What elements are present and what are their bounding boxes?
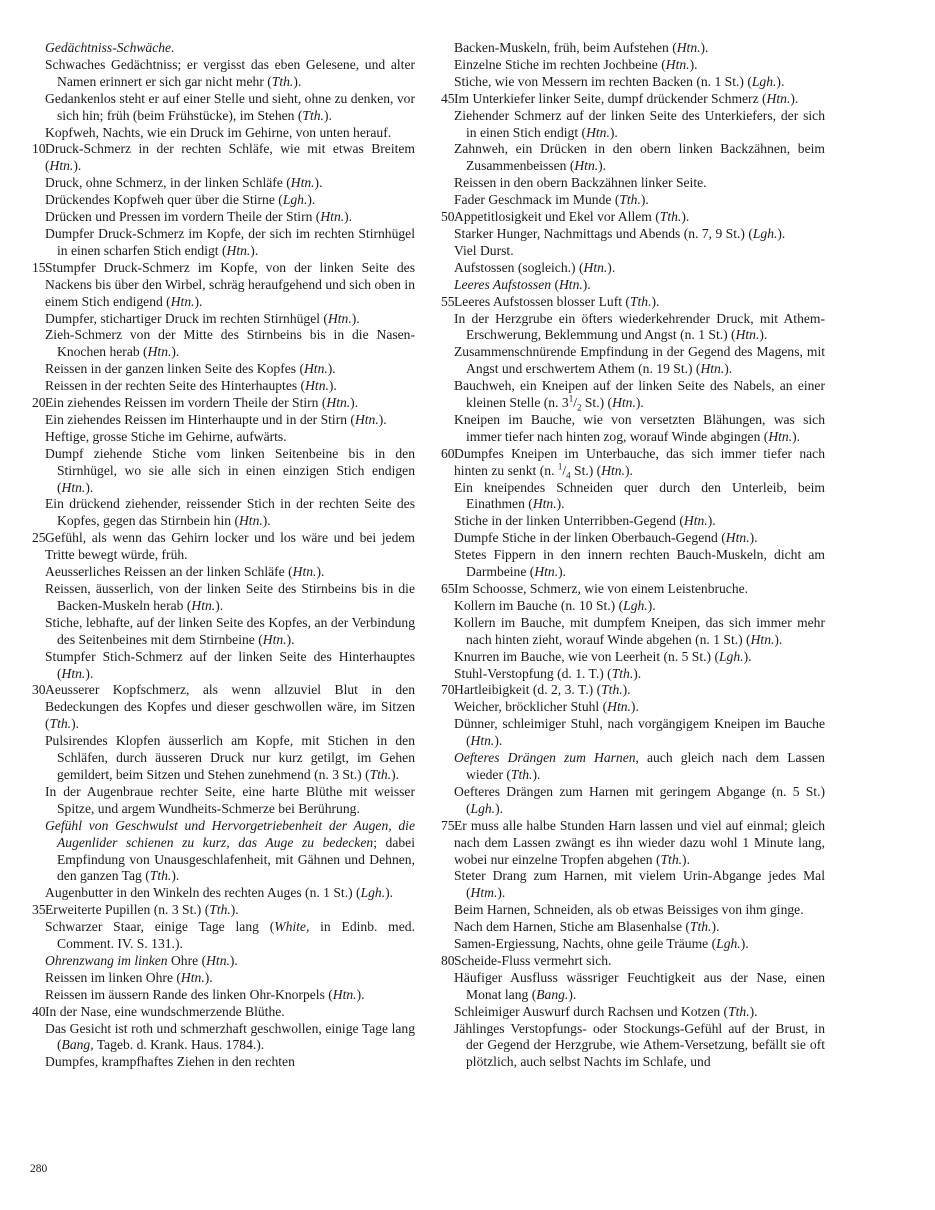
symptom-entry xyxy=(32,496,415,530)
entry-text: Bauchweh, ein Kneipen auf der linken Seite des Nabels, an einer kleinen Stelle (n. $3^1/_2$ St.) (Htn.). xyxy=(454,378,825,413)
symptom-entry xyxy=(32,446,415,497)
entry-text: Viel Durst. xyxy=(454,242,514,258)
entry-text: Oefteres Drängen zum Harnen mit geringem Abgange (n. 5 St.) (Lgh.). xyxy=(454,783,825,816)
symptom-entry xyxy=(441,480,825,514)
symptom-entry xyxy=(32,175,415,192)
entry-text: Zieh-Schmerz von der Mitte des Stirnbeins bis in die Nasen-Knochen herab (Htn.). xyxy=(45,327,415,360)
entry-text: In der Herzgrube ein öfters wiederkehrender Druck, mit Athem-Erschwerung, Beklemmung und Angst (n. 1 St.) (Htn.). xyxy=(454,310,825,343)
entry-text: Kneipen im Bauche, wie von versetzten Blähungen, was sich immer tiefer nach hinten zog, worauf Winde abgingen (Htn.). xyxy=(454,411,825,444)
symptom-entry xyxy=(441,750,825,784)
entry-text: Dumpf ziehende Stiche vom linken Seitenbeine bis in den Stirnhügel, wo sie alle sich in einen einzigen Stich endigen (Htn.). xyxy=(45,445,415,495)
symptom-entry xyxy=(441,1021,825,1072)
entry-text: Häufiger Ausfluss wässriger Feuchtigkeit aus der Nase, einen Monat lang (Bang.). xyxy=(454,969,825,1002)
symptom-entry xyxy=(32,564,415,581)
entry-number: 65 xyxy=(441,581,455,596)
entry-text: Schwaches Gedächtniss; er vergisst das eben Gelesene, und alter Namen erinnert er sich gar nicht mehr (Tth.). xyxy=(45,56,415,89)
entry-text: In der Augenbraue rechter Seite, eine harte Blüthe mit weisser Spitze, und argem Wundheits-Schmerze bei Berührung. xyxy=(45,783,415,816)
symptom-entry xyxy=(441,74,825,91)
entry-text: Dumpfes, krampfhaftes Ziehen in den rechten xyxy=(45,1054,295,1070)
entry-text: Oefteres Drängen zum Harnen, auch gleich nach dem Lassen wieder (Tth.). xyxy=(454,750,825,782)
entry-text: Gefühl, als wenn das Gehirn locker und los wäre und bei jedem Tritte bewegt würde, früh. xyxy=(45,530,415,563)
entry-number: 20 xyxy=(32,395,46,411)
symptom-entry xyxy=(441,530,825,547)
entry-text: Steter Drang zum Harnen, mit vielem Urin-Abgange jedes Mal (Htm.). xyxy=(454,868,825,901)
symptom-entry xyxy=(441,91,825,108)
entry-text: Samen-Ergiessung, Nachts, ohne geile Träume (Lgh.). xyxy=(454,936,749,952)
entry-text: Ziehender Schmerz auf der linken Seite des Unterkiefers, der sich in einen Stich endigt (Htn.). xyxy=(454,107,825,140)
entry-text: Ein kneipendes Schneiden quer durch den Unterleib, beim Einathmen (Htn.). xyxy=(454,479,825,512)
entry-text: Druck-Schmerz in der rechten Schläfe, wie mit etwas Breitem (Htn.). xyxy=(45,141,415,174)
entry-text: Aeusserer Kopfschmerz, als wenn allzuviel Blut in den Bedeckungen des Kopfes und dieser geschwollen wäre, im Sitzen (Tth.). xyxy=(45,682,415,732)
symptom-entry xyxy=(441,902,825,919)
entry-text: Aufstossen (sogleich.) (Htn.). xyxy=(454,259,616,275)
symptom-entry xyxy=(441,919,825,936)
symptom-entry xyxy=(32,733,415,784)
entry-text: Hartleibigkeit (d. 2, 3. T.) (Tth.). xyxy=(454,682,631,698)
entry-text: Stumpfer Druck-Schmerz im Kopfe, von der linken Seite des Nackens bis über den Wirbel, schräg heraufgehend und sich oben in einem Stich endigend (Htn.). xyxy=(45,259,415,309)
entry-text: Aeusserliches Reissen an der linken Schläfe (Htn.). xyxy=(45,564,325,580)
symptom-entry xyxy=(441,666,825,683)
entry-text: Druck, ohne Schmerz, in der linken Schläfe (Htn.). xyxy=(45,175,323,191)
entry-text: Kopfweh, Nachts, wie ein Druck im Gehirne, von unten herauf. xyxy=(45,124,392,140)
entry-text: Gefühl von Geschwulst und Hervorgetriebenheit der Augen, die Augenlider schienen zu kurz, das Auge zu bedecken; dabei Empfindung von Unausgeschlafenheit, mit Gähnen und Dehnen, den ganzen Tag (Tth.). xyxy=(45,817,415,884)
symptom-entry xyxy=(32,378,415,395)
entry-number: 50 xyxy=(441,209,455,225)
entry-text: Stetes Fippern in den innern rechten Bauch-Muskeln, dicht am Darmbeine (Htn.). xyxy=(454,547,825,580)
entry-text: Knurren im Bauche, wie von Leerheit (n. 5 St.) (Lgh.). xyxy=(454,648,752,664)
entry-text: Reissen in der ganzen linken Seite des Kopfes (Htn.). xyxy=(45,361,336,377)
entry-text: Stumpfer Stich-Schmerz auf der linken Seite des Hinterhauptes (Htn.). xyxy=(45,648,415,681)
symptom-entry xyxy=(32,361,415,378)
symptom-entry xyxy=(441,260,825,277)
entry-text: Fader Geschmack im Munde (Tth.). xyxy=(454,192,649,208)
entry-text: Gedankenlos steht er auf einer Stelle und sieht, ohne zu denken, vor sich hin; früh (beim Frühstücke), im Stehen (Tth.). xyxy=(45,90,415,123)
symptom-entry xyxy=(32,818,415,886)
entry-number: 45 xyxy=(441,90,455,106)
symptom-entry xyxy=(32,429,415,446)
entry-text: Dumpfer Druck-Schmerz im Kopfe, der sich im rechten Stirnhügel in einen scharfen Stich endigt (Htn.). xyxy=(45,225,415,258)
symptom-entry xyxy=(32,682,415,733)
symptom-entry xyxy=(441,192,825,209)
symptom-entry xyxy=(441,311,825,345)
symptom-entry xyxy=(441,175,825,192)
symptom-entry xyxy=(441,649,825,666)
symptom-entry xyxy=(32,970,415,987)
symptom-entry xyxy=(32,226,415,260)
entry-number: 55 xyxy=(441,293,455,309)
entry-text: Starker Hunger, Nachmittags und Abends (n. 7, 9 St.) (Lgh.). xyxy=(454,225,786,241)
symptom-entry xyxy=(441,57,825,74)
entry-text: Dumpfes Kneipen im Unterbauche, das sich immer tiefer nach hinten zu senkt (n. $^1/_4$ St.) (Htn.). xyxy=(454,445,825,481)
symptom-entry xyxy=(441,547,825,581)
entry-number: 30 xyxy=(32,682,46,698)
symptom-entry xyxy=(32,311,415,328)
symptom-entry xyxy=(441,108,825,142)
symptom-entry xyxy=(441,1004,825,1021)
entry-text: Kollern im Bauche (n. 10 St.) (Lgh.). xyxy=(454,597,656,613)
symptom-entry xyxy=(32,395,415,412)
entry-text: Das Gesicht ist roth und schmerzhaft geschwollen, einige Tage lang (Bang, Tageb. d. Krank. Haus. 1784.). xyxy=(45,1020,415,1053)
entry-text: Scheide-Fluss vermehrt sich. xyxy=(454,952,612,968)
entry-text: Pulsirendes Klopfen äusserlich am Kopfe, mit Stichen in den Schläfen, durch äusseren Druck nur kurz getilgt, im Gehen gemildert, beim Sitzen und Stehen zunehmend (n. 3 St.) (Tth.). xyxy=(45,733,415,782)
entry-text: Ohrenzwang im linken Ohre (Htn.). xyxy=(45,952,238,968)
entry-text: Nach dem Harnen, Stiche am Blasenhalse (Tth.). xyxy=(454,919,720,935)
symptom-entry xyxy=(441,412,825,446)
symptom-entry xyxy=(441,970,825,1004)
symptom-entry xyxy=(32,1004,415,1021)
symptom-entry xyxy=(32,987,415,1004)
symptom-entry xyxy=(441,344,825,378)
entry-text: Reissen in den obern Backzähnen linker Seite. xyxy=(454,175,707,191)
entry-number: 35 xyxy=(32,902,46,918)
entry-text: Schwarzer Staar, einige Tage lang (White, in Edinb. med. Comment. IV. S. 131.). xyxy=(45,919,415,952)
entry-number: 15 xyxy=(32,259,46,275)
entry-text: Schleimiger Auswurf durch Rachsen und Kotzen (Tth.). xyxy=(454,1003,758,1019)
entry-number: 25 xyxy=(32,530,46,546)
symptom-entry xyxy=(32,91,415,125)
symptom-entry xyxy=(32,784,415,818)
symptom-entry xyxy=(441,953,825,970)
entry-text: Zahnweh, ein Drücken in den obern linken Backzähnen, beim Zusammenbeissen (Htn.). xyxy=(454,141,825,174)
symptom-entry xyxy=(32,260,415,311)
right-column xyxy=(441,40,825,1071)
symptom-entry xyxy=(32,141,415,175)
entry-text: Appetitlosigkeit und Ekel vor Allem (Tth.). xyxy=(454,209,690,225)
entry-text: Augenbutter in den Winkeln des rechten Auges (n. 1 St.) (Lgh.). xyxy=(45,885,394,901)
symptom-entry xyxy=(32,902,415,919)
entry-text: Dünner, schleimiger Stuhl, nach vorgängigem Kneipen im Bauche (Htn.). xyxy=(454,716,825,749)
entry-text: Einzelne Stiche im rechten Jochbeine (Htn.). xyxy=(454,56,698,72)
entry-text: Im Unterkiefer linker Seite, dumpf drückender Schmerz (Htn.). xyxy=(454,90,799,106)
entry-text: Leeres Aufstossen (Htn.). xyxy=(454,276,591,292)
entry-text: Er muss alle halbe Stunden Harn lassen und viel auf einmal; gleich nach dem Lassen zwängt es ihn wieder dazu wohl 1 Minute lang, wobei nur einzelne Tropfen abgehen (Tth.). xyxy=(454,817,825,867)
entry-text: Stiche, lebhafte, auf der linken Seite des Kopfes, an der Verbindung des Seitenbeines mit dem Stirnbeine (Htn.). xyxy=(45,614,415,647)
entry-text: Erweiterte Pupillen (n. 3 St.) (Tth.). xyxy=(45,902,239,918)
entry-text: Beim Harnen, Schneiden, als ob etwas Beissiges von ihm ginge. xyxy=(454,902,804,918)
entry-text: Ein ziehendes Reissen im Hinterhaupte und in der Stirn (Htn.). xyxy=(45,411,387,427)
entry-number: 10 xyxy=(32,141,46,157)
entry-text: Im Schoosse, Schmerz, wie von einem Leistenbruche. xyxy=(454,581,749,596)
entry-text: Reissen im linken Ohre (Htn.). xyxy=(45,969,213,985)
entry-text: Drücken und Pressen im vordern Theile der Stirn (Htn.). xyxy=(45,209,353,225)
symptom-entry xyxy=(441,446,825,480)
entry-text: Ein drückend ziehender, reissender Stich in der rechten Seite des Kopfes, gegen das Stirnbein hin (Htn.). xyxy=(45,496,415,529)
entry-text: Leeres Aufstossen blosser Luft (Tth.). xyxy=(454,293,660,309)
entry-text: Drückendes Kopfweh quer über die Stirne (Lgh.). xyxy=(45,192,316,208)
symptom-entry xyxy=(32,209,415,226)
symptom-entry xyxy=(32,581,415,615)
symptom-entry xyxy=(32,125,415,142)
entry-text: Reissen in der rechten Seite des Hinterhauptes (Htn.). xyxy=(45,378,337,394)
symptom-entry xyxy=(32,1054,415,1071)
entry-text: In der Nase, eine wundschmerzende Blüthe. xyxy=(45,1003,285,1019)
symptom-entry xyxy=(441,40,825,57)
entry-text: Reissen im äussern Rande des linken Ohr-Knorpels (Htn.). xyxy=(45,986,365,1002)
symptom-entry xyxy=(32,885,415,902)
symptom-entry xyxy=(32,57,415,91)
symptom-entry xyxy=(441,868,825,902)
entry-number: 75 xyxy=(441,817,455,833)
entry-text: Stuhl-Verstopfung (d. 1. T.) (Tth.). xyxy=(454,665,642,681)
symptom-entry xyxy=(32,192,415,209)
symptom-entry xyxy=(441,226,825,243)
symptom-entry xyxy=(441,598,825,615)
symptom-entry xyxy=(32,327,415,361)
symptom-entry xyxy=(32,649,415,683)
entry-text: Stiche in der linken Unterribben-Gegend (Htn.). xyxy=(454,513,716,529)
symptom-entry xyxy=(441,243,825,260)
symptom-entry xyxy=(441,615,825,649)
entry-text: Gedächtniss-Schwäche. xyxy=(45,40,175,55)
symptom-entry xyxy=(32,615,415,649)
symptom-entry xyxy=(441,716,825,750)
symptom-entry xyxy=(441,209,825,226)
symptom-entry xyxy=(441,277,825,294)
page-number: 280 xyxy=(30,1163,48,1175)
entry-text: Ein ziehendes Reissen im vordern Theile der Stirn (Htn.). xyxy=(45,395,359,411)
entry-text: Weicher, bröcklicher Stuhl (Htn.). xyxy=(454,699,639,715)
symptom-entry xyxy=(441,784,825,818)
entry-number: 70 xyxy=(441,682,455,698)
left-column xyxy=(32,40,415,1071)
symptom-entry xyxy=(441,581,825,598)
symptom-entry xyxy=(441,294,825,311)
entry-text: Jählinges Verstopfungs- oder Stockungs-Gefühl auf der Brust, in der Gegend der Herzgrube, wie Athem-Versetzung, befällt sie oft plötzlich, auch selbst Nachts im Schlafe, und xyxy=(454,1020,825,1070)
symptom-entry xyxy=(32,530,415,564)
entry-text: Backen-Muskeln, früh, beim Aufstehen (Htn.). xyxy=(454,40,709,55)
entry-text: Kollern im Bauche, mit dumpfem Kneipen, das sich immer mehr nach hinten zieht, worauf Winde abgehen (n. 1 St.) (Htn.). xyxy=(454,614,825,647)
entry-number: 40 xyxy=(32,1003,46,1019)
entry-number: 60 xyxy=(441,445,455,461)
entry-text: Reissen, äusserlich, von der linken Seite des Stirnbeins bis in die Backen-Muskeln herab (Htn.). xyxy=(45,581,415,613)
entry-text: Stiche, wie von Messern im rechten Backen (n. 1 St.) (Lgh.). xyxy=(454,73,785,89)
entry-text: Dumpfe Stiche in der linken Oberbauch-Gegend (Htn.). xyxy=(454,530,758,546)
symptom-entry xyxy=(441,682,825,699)
symptom-entry xyxy=(32,953,415,970)
entry-number: 80 xyxy=(441,952,455,968)
symptom-entry xyxy=(441,378,825,412)
symptom-entry xyxy=(32,919,415,953)
symptom-entry xyxy=(441,513,825,530)
entry-text: Heftige, grosse Stiche im Gehirne, aufwärts. xyxy=(45,428,287,444)
symptom-entry xyxy=(441,818,825,869)
entry-text: Zusammenschnürende Empfindung in der Gegend des Magens, mit Angst und erschwertem Athem (n. 19 St.) (Htn.). xyxy=(454,344,825,377)
symptom-entry xyxy=(32,40,415,57)
entry-text: Dumpfer, stichartiger Druck im rechten Stirnhügel (Htn.). xyxy=(45,310,360,326)
symptom-entry xyxy=(32,412,415,429)
symptom-entry xyxy=(32,1021,415,1055)
symptom-entry xyxy=(441,141,825,175)
symptom-entry xyxy=(441,699,825,716)
symptom-entry xyxy=(441,936,825,953)
